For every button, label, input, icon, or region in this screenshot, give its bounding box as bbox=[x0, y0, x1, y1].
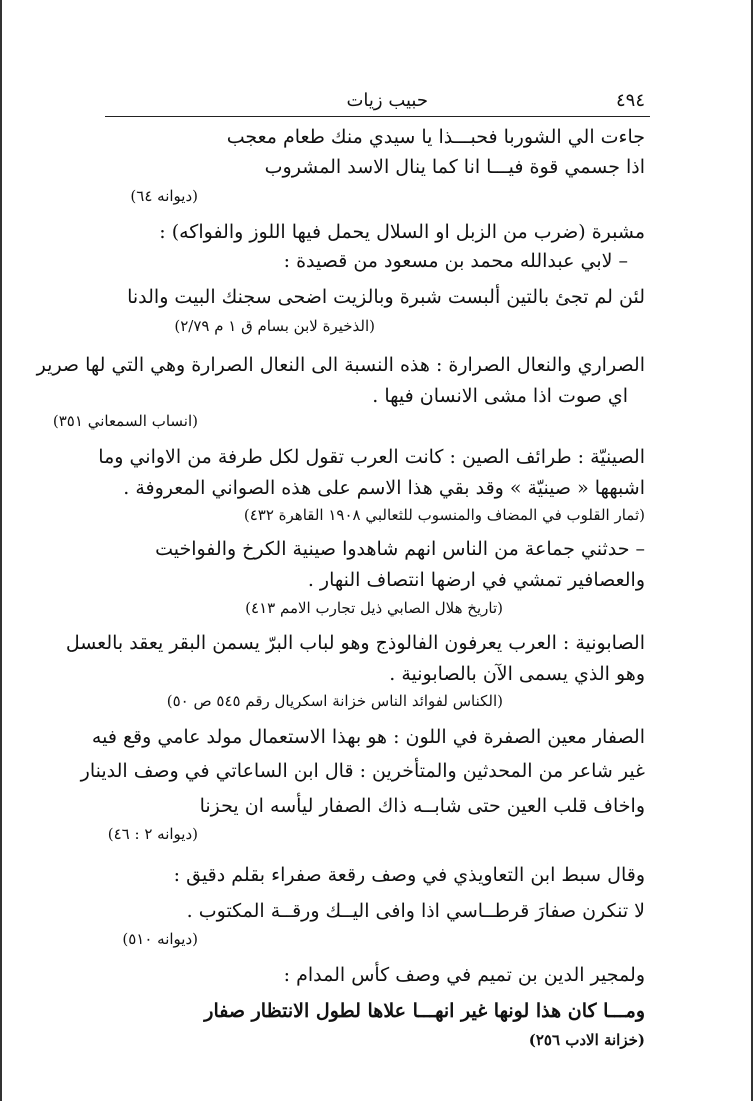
source-citation: (تاريخ هلال الصابي ذيل تجارب الامم ٤١٣) bbox=[245, 599, 503, 617]
source-citation: (ديوانه ٥١٠) bbox=[122, 930, 198, 948]
header-rule bbox=[105, 116, 650, 117]
poem-line: اذا جسمي قوة فيـــا انا كما ينال الاسد المشروب bbox=[264, 156, 645, 178]
text-line: – لابي عبدالله محمد بن مسعود من قصيدة : bbox=[283, 250, 628, 272]
source-citation: (ديوانه ٢ : ٤٦) bbox=[107, 825, 198, 843]
text-line: والعصافير تمشي في ارضها انتصاف النهار . bbox=[307, 569, 645, 591]
source-citation: (انساب السمعاني ٣٥١) bbox=[52, 412, 198, 430]
source-citation: (ثمار القلوب في المضاف والمنسوب للثعالبي ١٩٠٨ القاهرة ٤٣٢) bbox=[243, 506, 645, 524]
source-citation: (الكناس لفوائد الناس خزانة اسكريال رقم ٥٤٥ ص ٥٠) bbox=[166, 692, 503, 710]
poem-line: جاءت الي الشوربا فحبـــذا يا سيدي منك طعام معجب bbox=[226, 126, 645, 148]
source-citation: (خزانة الادب ٢٥٦) bbox=[528, 1031, 645, 1049]
poem-line: لئن لم تجئ بالتين ألبست شبرة وبالزيت اضحى سجنك البيت والدنا bbox=[127, 286, 645, 308]
source-citation: (ديوانه ٦٤) bbox=[130, 187, 198, 205]
poem-line: ومـــا كان هذا لونها غير انهـــا علاها لطول الانتظار صفار bbox=[204, 1000, 645, 1022]
entry-heading-line: مشبرة (ضرب من الزبل او السلال يحمل فيها اللوز والفواكه) : bbox=[159, 221, 645, 243]
entry-heading-line: الصينيّة : طرائف الصين : كانت العرب تقول لكل طرفة من الاواني وما bbox=[98, 446, 645, 468]
text-line: ولمجير الدين بن تميم في وصف كأس المدام : bbox=[283, 964, 645, 986]
entry-heading-line: الصابونية : العرب يعرفون الفالوذج وهو لباب البرّ يسمن البقر يعقد بالعسل bbox=[65, 632, 645, 654]
text-line: – حدثني جماعة من الناس انهم شاهدوا صينية الكرخ والفواخيت bbox=[155, 538, 645, 560]
entry-heading-line: الصراري والنعال الصرارة : هذه النسبة الى النعال الصرارة وهي التي لها صرير bbox=[36, 354, 645, 376]
text-line: غير شاعر من المحدثين والمتأخرين : قال ابن الساعاتي في وصف الدينار bbox=[80, 760, 645, 782]
page-number: ٤٩٤ bbox=[615, 90, 645, 111]
text-line: اي صوت اذا مشى الانسان فيها . bbox=[372, 385, 628, 407]
entry-heading-line: الصفار معين الصفرة في اللون : هو بهذا الاستعمال مولد عامي وقع فيه bbox=[91, 726, 645, 748]
running-title: حبيب زيات bbox=[346, 90, 428, 111]
text-line: وهو الذي يسمى الآن بالصابونية . bbox=[389, 663, 645, 685]
text-line: وقال سبط ابن التعاويذي في وصف رقعة صفراء بقلم دقيق : bbox=[173, 864, 645, 886]
poem-line: لا تنكرن صفارَ قرطــاسي اذا وافى اليــك ورقــة المكتوب . bbox=[186, 900, 645, 922]
text-line: اشبهها « صينيّة » وقد بقي هذا الاسم على هذه الصواني المعروفة . bbox=[123, 477, 645, 499]
scan-edge-left bbox=[0, 0, 2, 1101]
source-citation: (الذخيرة لابن بسام ق ١ م ٢/٧٩) bbox=[174, 317, 375, 335]
poem-line: واخاف قلب العين حتى شابــه ذاك الصفار ليأسه ان يحزنا bbox=[199, 795, 645, 817]
